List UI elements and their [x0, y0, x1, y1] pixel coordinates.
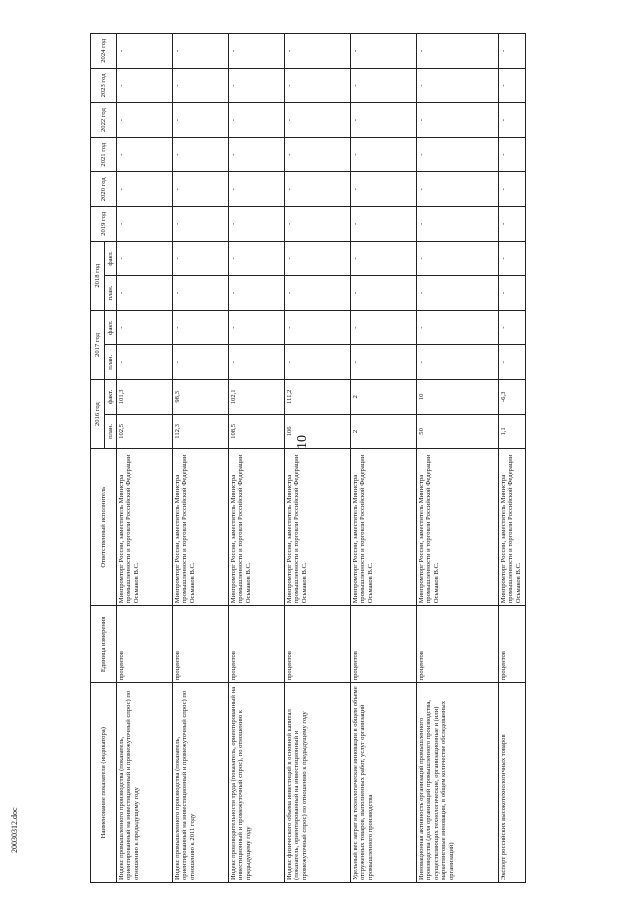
value-2024-cell: -	[499, 34, 526, 69]
table-body	[117, 34, 526, 883]
plan-2017-cell: -	[285, 345, 351, 380]
plan-2018-cell: -	[499, 276, 526, 311]
responsible-cell: Минпромторг России, заместитель Министра промышленности и торговли Российской Федерации Осьмаков В.С.	[499, 449, 526, 606]
value-2021-cell: -	[229, 137, 285, 172]
unit-cell: процентов	[173, 606, 229, 683]
fact-2018-cell: -	[285, 241, 351, 276]
responsible-cell: Минпромторг России, заместитель Министра промышленности и торговли Российской Федерации Осьмаков В.С.	[285, 449, 351, 606]
header-2016: 2016 год	[91, 380, 105, 449]
header-2017: 2017 год	[91, 310, 105, 379]
value-2024-cell: -	[173, 34, 229, 69]
value-2023-cell: -	[229, 68, 285, 103]
fact-2016-cell: 2	[351, 380, 417, 415]
value-2023-cell: -	[351, 68, 417, 103]
header-2023: 2023 год	[91, 68, 117, 103]
indicator-cell: Удельный вес затрат на технологические инновации в общем объеме отгруженных товаров, выполненных работ, услуг организаций промышленного производства	[351, 683, 417, 883]
plan-2018-cell: -	[173, 276, 229, 311]
plan-2016-cell: 102,5	[117, 414, 173, 449]
plan-2017-cell: -	[499, 345, 526, 380]
fact-2016-cell: 101,3	[117, 380, 173, 415]
value-2024-cell: -	[229, 34, 285, 69]
fact-2018-cell: -	[351, 241, 417, 276]
fact-2017-cell: -	[499, 310, 526, 345]
indicator-cell: Индекс физического объема инвестиций в основной капитал (показатель, ориентированный на инвестиционный и промежуточный спрос) по отношению к предыдущему году	[285, 683, 351, 883]
responsible-cell: Минпромторг России, заместитель Министра промышленности и торговли Российской Федерации Осьмаков В.С.	[173, 449, 229, 606]
value-2022-cell: -	[417, 103, 499, 138]
fact-2017-cell: -	[229, 310, 285, 345]
value-2020-cell: -	[351, 172, 417, 207]
value-2021-cell: -	[417, 137, 499, 172]
unit-cell: процентов	[229, 606, 285, 683]
fact-2018-cell: -	[117, 241, 173, 276]
header-indicator: Наименование показателя (индикатора)	[91, 683, 117, 883]
responsible-cell: Минпромторг России, заместитель Министра промышленности и торговли Российской Федерации Осьмаков В.С.	[351, 449, 417, 606]
unit-cell: процентов	[417, 606, 499, 683]
value-2021-cell: -	[351, 137, 417, 172]
plan-2017-cell: -	[351, 345, 417, 380]
value-2024-cell: -	[351, 34, 417, 69]
plan-2016-cell: 50	[417, 414, 499, 449]
header-responsible: Ответственный исполнитель	[91, 449, 117, 606]
responsible-cell: Минпромторг России, заместитель Министра промышленности и торговли Российской Федерации Осьмаков В.С.	[417, 449, 499, 606]
value-2022-cell: -	[499, 103, 526, 138]
value-2023-cell: -	[285, 68, 351, 103]
fact-2016-cell: 102,1	[229, 380, 285, 415]
value-2020-cell: -	[173, 172, 229, 207]
unit-cell: процентов	[499, 606, 526, 683]
responsible-cell: Минпромторг России, заместитель Министра промышленности и торговли Российской Федерации Осьмаков В.С.	[229, 449, 285, 606]
fact-2018-cell: -	[499, 241, 526, 276]
value-2021-cell: -	[173, 137, 229, 172]
table-row	[351, 34, 417, 883]
fact-2017-cell: -	[351, 310, 417, 345]
header-2018: 2018 год	[91, 241, 105, 310]
value-2021-cell: -	[285, 137, 351, 172]
value-2019-cell: -	[351, 207, 417, 242]
plan-2016-cell: 1,1	[499, 414, 526, 449]
fact-2016-cell: 10	[417, 380, 499, 415]
plan-2017-cell: -	[173, 345, 229, 380]
value-2024-cell: -	[285, 34, 351, 69]
table-header	[91, 34, 117, 883]
header-2016-plan: план.	[105, 414, 117, 449]
plan-2016-cell: 2	[351, 414, 417, 449]
plan-2018-cell: -	[117, 276, 173, 311]
value-2022-cell: -	[173, 103, 229, 138]
table-row	[285, 34, 351, 883]
table-row	[173, 34, 229, 883]
value-2019-cell: -	[499, 207, 526, 242]
value-2023-cell: -	[117, 68, 173, 103]
plan-2016-cell: 112,3	[173, 414, 229, 449]
value-2020-cell: -	[285, 172, 351, 207]
value-2022-cell: -	[229, 103, 285, 138]
header-2017-plan: план.	[105, 345, 117, 380]
plan-2018-cell: -	[351, 276, 417, 311]
indicator-cell: Индекс производительности труда (показатель, ориентированный на инвестиционный и промежуточный спрос), по отношению к предыдущему году	[229, 683, 285, 883]
plan-2017-cell: -	[117, 345, 173, 380]
header-2022: 2022 год	[91, 103, 117, 138]
value-2019-cell: -	[229, 207, 285, 242]
header-2024: 2024 год	[91, 34, 117, 69]
table-row	[417, 34, 499, 883]
responsible-cell: Минпромторг России, заместитель Министра промышленности и торговли Российской Федерации Осьмаков В.С.	[117, 449, 173, 606]
value-2023-cell: -	[417, 68, 499, 103]
value-2019-cell: -	[117, 207, 173, 242]
indicator-cell: Инновационная активность организаций промышленного производства (доля организаций промышленного производства, осуществляющих технологические, организационные и (или) маркетинговые инновации, в общем количестве обследованных организаций)	[417, 683, 499, 883]
fact-2017-cell: -	[285, 310, 351, 345]
plan-2018-cell: -	[229, 276, 285, 311]
indicator-cell: Индекс промышленного производства (показатель, ориентированный на инвестиционный и промежуточный спрос) по отношению к предыдущему году	[117, 683, 173, 883]
rotated-table-container	[90, 33, 526, 883]
fact-2016-cell: 111,2	[285, 380, 351, 415]
fact-2017-cell: -	[117, 310, 173, 345]
value-2020-cell: -	[229, 172, 285, 207]
unit-cell: процентов	[117, 606, 173, 683]
value-2024-cell: -	[417, 34, 499, 69]
fact-2018-cell: -	[417, 241, 499, 276]
fact-2017-cell: -	[173, 310, 229, 345]
value-2021-cell: -	[499, 137, 526, 172]
header-2017-fact: факт.	[105, 310, 117, 345]
value-2019-cell: -	[173, 207, 229, 242]
unit-cell: процентов	[285, 606, 351, 683]
fact-2018-cell: -	[173, 241, 229, 276]
header-unit: Единица измерения	[91, 606, 117, 683]
header-2019: 2019 год	[91, 207, 117, 242]
value-2020-cell: -	[117, 172, 173, 207]
fact-2016-cell: -6,3	[499, 380, 526, 415]
value-2020-cell: -	[417, 172, 499, 207]
table-row	[117, 34, 173, 883]
plan-2016-cell: 108,5	[229, 414, 285, 449]
value-2022-cell: -	[285, 103, 351, 138]
value-2022-cell: -	[351, 103, 417, 138]
plan-2016-cell: 106	[285, 414, 351, 449]
indicator-cell: Индекс промышленного производства (показатель, ориентированный на инвестиционный и промежуточный спрос) по отношению к 2011 году	[173, 683, 229, 883]
unit-cell: процентов	[351, 606, 417, 683]
value-2022-cell: -	[117, 103, 173, 138]
header-2020: 2020 год	[91, 172, 117, 207]
header-2021: 2021 год	[91, 137, 117, 172]
value-2024-cell: -	[117, 34, 173, 69]
plan-2018-cell: -	[285, 276, 351, 311]
fact-2017-cell: -	[417, 310, 499, 345]
plan-2017-cell: -	[229, 345, 285, 380]
header-2016-fact: факт.	[105, 380, 117, 415]
fact-2016-cell: 98,3	[173, 380, 229, 415]
plan-2018-cell: -	[417, 276, 499, 311]
header-2018-fact: факт.	[105, 241, 117, 276]
fact-2018-cell: -	[229, 241, 285, 276]
plan-2017-cell: -	[417, 345, 499, 380]
value-2019-cell: -	[285, 207, 351, 242]
value-2021-cell: -	[117, 137, 173, 172]
value-2023-cell: -	[499, 68, 526, 103]
value-2023-cell: -	[173, 68, 229, 103]
header-2018-plan: план.	[105, 276, 117, 311]
page-number: 10	[295, 435, 310, 449]
indicators-table	[90, 33, 526, 883]
table-row	[499, 34, 526, 883]
value-2020-cell: -	[499, 172, 526, 207]
file-name-footer: 20030312.doc	[10, 807, 19, 853]
table-row	[229, 34, 285, 883]
indicator-cell: Экспорт российских высокотехнологичных товаров	[499, 683, 526, 883]
value-2019-cell: -	[417, 207, 499, 242]
